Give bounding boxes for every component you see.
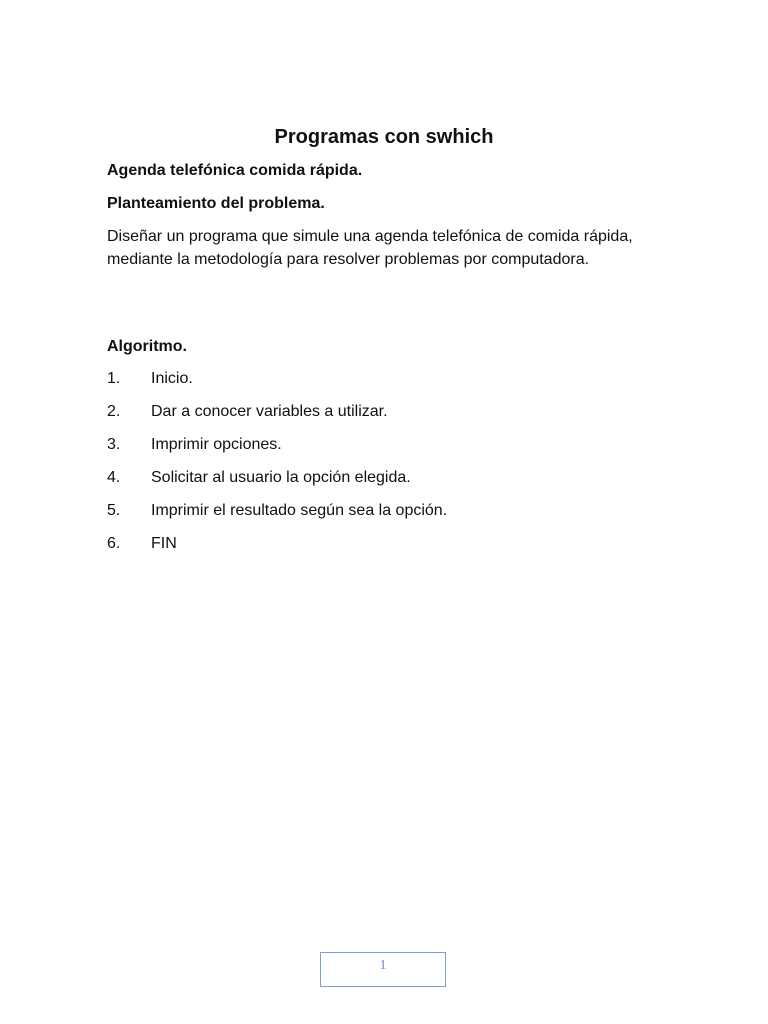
step-text: Dar a conocer variables a utilizar.	[151, 403, 388, 420]
algorithm-step	[107, 533, 667, 555]
step-number: 6.	[107, 535, 121, 552]
step-number: 4.	[107, 469, 121, 486]
algorithm-step	[107, 368, 667, 390]
step-number: 3.	[107, 436, 121, 453]
document-subtitle: Agenda telefónica comida rápida.	[107, 162, 363, 179]
page-title: Programas con swhich	[274, 126, 494, 148]
algorithm-step	[107, 434, 667, 456]
step-number: 5.	[107, 502, 121, 519]
step-text: Imprimir opciones.	[151, 436, 282, 453]
problem-paragraph: Diseñar un programa que simule una agenda telefónica de comida rápida, mediante la metodología para resolver problemas por computadora.	[107, 228, 633, 268]
step-text: Inicio.	[151, 370, 193, 387]
step-text: FIN	[151, 535, 177, 552]
problem-heading: Planteamiento del problema.	[107, 195, 325, 212]
algorithm-steps-list	[107, 368, 667, 566]
page-number: 1	[320, 952, 446, 987]
step-number: 1.	[107, 370, 121, 387]
algorithm-step	[107, 500, 667, 522]
algorithm-step	[107, 401, 667, 423]
step-text: Solicitar al usuario la opción elegida.	[151, 469, 411, 486]
algorithm-step	[107, 467, 667, 489]
step-number: 2.	[107, 403, 121, 420]
step-text: Imprimir el resultado según sea la opción.	[151, 502, 448, 519]
algorithm-heading: Algoritmo.	[107, 338, 187, 355]
